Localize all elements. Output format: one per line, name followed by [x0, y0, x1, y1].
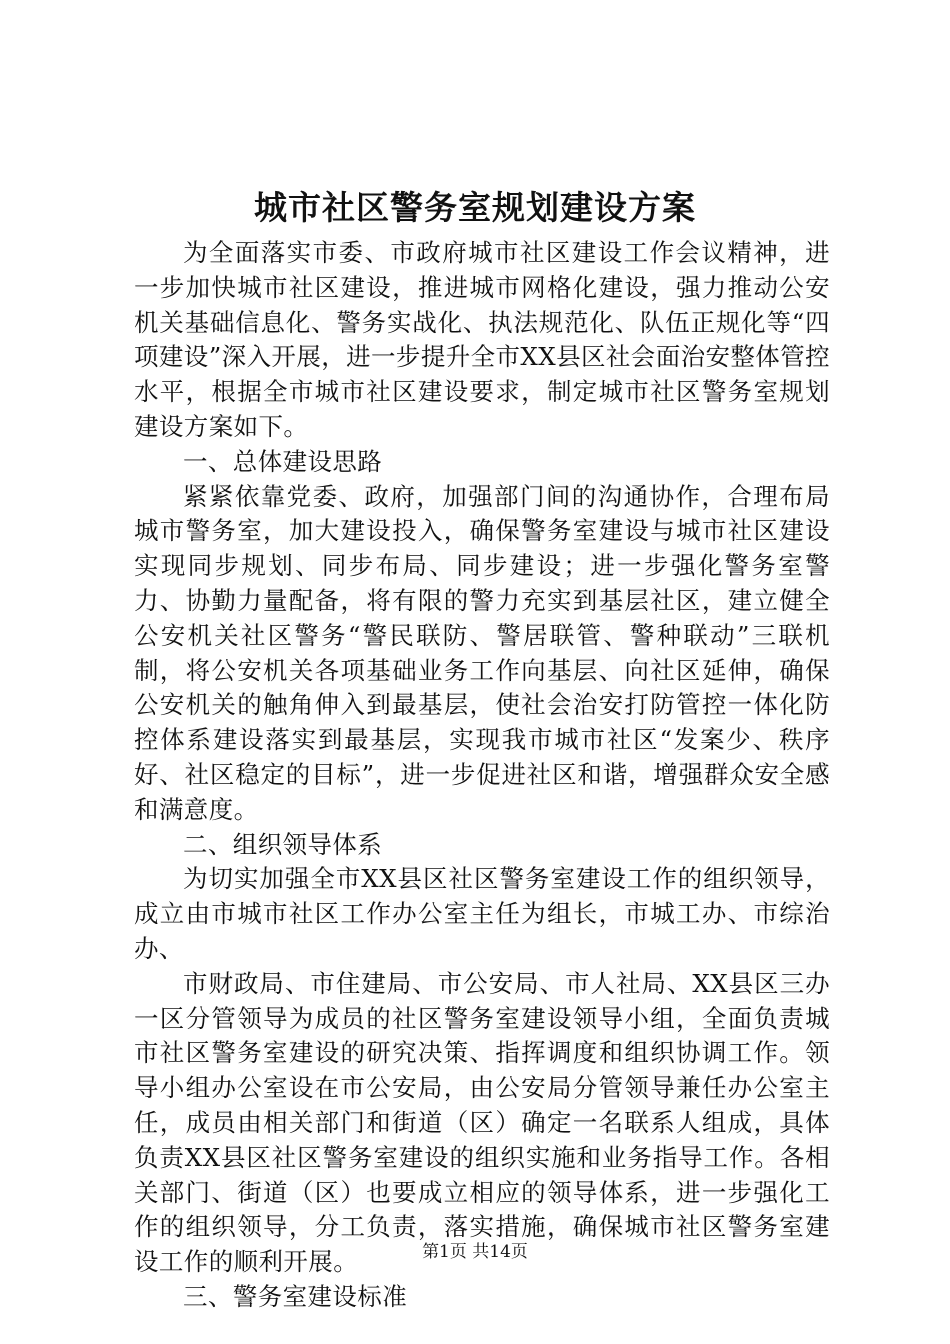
document-title: 城市社区警务室规划建设方案 [254, 188, 696, 227]
section-1-paragraph: 紧紧依靠党委、政府，加强部门间的沟通协作，合理布局城市警务室，加大建设投入，确保警务室建设与城市社区建设实现同步规划、同步布局、同步建设；进一步强化警务室警力、协勤力量配备，将有限的警力充实到基层社区，建立健全公安机关社区警务“警民联防、警居联管、警种联动”三联机制，将公安机关各项基础业务工作向基层、向社区延伸，确保公安机关的触角伸入到最基层，使社会治安打防管控一体化防控体系建设落实到最基层，实现我市城市社区“发案少、秩序好、社区稳定的目标”，进一步促进社区和谐，增强群众安全感和满意度。 [134, 481, 830, 824]
page-footer: 第1页 共14页 [422, 1242, 528, 1262]
section-heading-3: 三、警务室建设标准 [183, 1281, 408, 1311]
section-2-paragraph-1: 为切实加强全市XX县区社区警务室建设工作的组织领导，成立由市城市社区工作办公室主任为组长，市城工办、市综治办、 [134, 864, 830, 963]
document-body [134, 236, 830, 1315]
section-2-paragraph-2: 市财政局、市住建局、市公安局、市人社局、XX县区三办一区分管领导为成员的社区警务室建设领导小组，全面负责城市社区警务室建设的研究决策、指挥调度和组织协调工作。领导小组办公室设在市公安局，由公安局分管领导兼任办公室主任，成员由相关部门和街道（区）确定一名联系人组成，具体负责XX县区社区警务室建设的组织实施和业务指导工作。各相关部门、街道（区）也要成立相应的领导体系，进一步强化工作的组织领导，分工负责，落实措施，确保城市社区警务室建设工作的顺利开展。 [134, 968, 830, 1277]
section-heading-2: 二、组织领导体系 [183, 829, 383, 859]
section-heading-1: 一、总体建设思路 [183, 446, 383, 476]
intro-paragraph: 为全面落实市委、市政府城市社区建设工作会议精神，进一步加快城市社区建设，推进城市网格化建设，强力推动公安机关基础信息化、警务实战化、执法规范化、队伍正规化等“四项建设”深入开展，进一步提升全市XX县区社会面治安整体管控水平，根据全市城市社区建设要求，制定城市社区警务室规划建设方案如下。 [134, 238, 831, 441]
